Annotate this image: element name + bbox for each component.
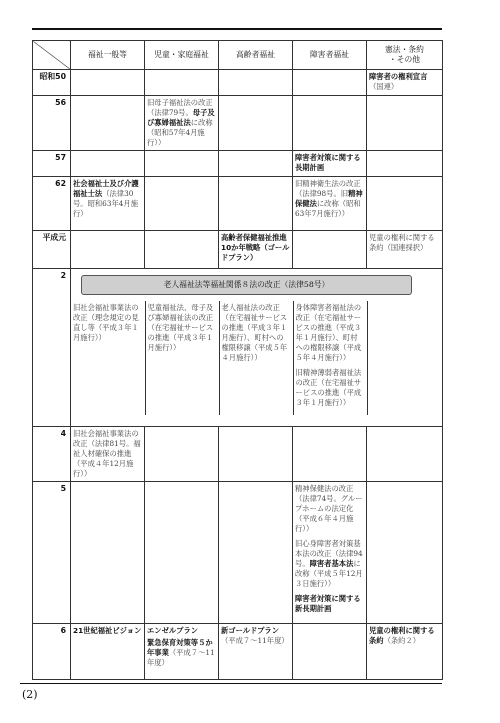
bottom-rule [20, 683, 442, 684]
page-number: (2) [22, 688, 38, 701]
cell-disability: 旧精神衛生法の改正（法律98号。旧精神保健法に改称（昭和63年7月施行）） [293, 177, 367, 231]
year-cell: 平成元 [33, 231, 71, 269]
table-row [33, 177, 443, 231]
year-cell: 62 [33, 177, 71, 231]
year-cell: 2 [33, 269, 71, 427]
cell-child: エンゼルプラン 緊急保育対策等５か年事業（平成７〜11年度） [145, 624, 219, 680]
cell-disability: 障害者対策に関する長期計画 [293, 151, 367, 177]
table-row [33, 269, 443, 427]
cell-other: 障害者の権利宣言 （国連） [367, 70, 443, 96]
cell-elderly: 高齢者保健福祉推進10か年戦略（ゴールドプラン） [219, 231, 293, 269]
welfare-law-table [32, 40, 443, 680]
cell-disability: 身体障害者福祉法の改正（在宅福祉サービスの推進（平成３年１月施行）、町村への権限移譲（平成５年４月施行）） 旧精神薄弱者福祉法の改正（在宅福祉サービスの推進（平成３年１月施行）） [293, 301, 367, 415]
year-cell: 6 [33, 624, 71, 680]
year-cell: 56 [33, 96, 71, 151]
cell-h2-group [71, 269, 443, 427]
col-header-general: 福祉一般等 [71, 41, 145, 70]
cell-other: 児童の権利に関する条約（条約２） [367, 624, 443, 680]
cell-general: 旧社会福祉事業法の改正（法律81号。福祉人材確保の推進（平成４年12月施行）） [71, 427, 145, 482]
col-header-other: 憲法・条約 ・その他 [367, 41, 443, 70]
year-cell: 昭和50 [33, 70, 71, 96]
cell-child: 旧母子福祉法の改正（法律79号。母子及び寡婦福祉法に改称（昭和57年4月施行）） [145, 96, 219, 151]
table-row [33, 70, 443, 96]
col-header-disability: 障害者福祉 [293, 41, 367, 70]
top-rule [32, 28, 442, 30]
col-header-elderly: 高齢者福祉 [219, 41, 293, 70]
corner-cell [33, 41, 71, 70]
table-row [33, 231, 443, 269]
cell-general: 21世紀福祉ビジョン [71, 624, 145, 680]
cell-other: 児童の権利に関する条約（国連採択） [367, 231, 443, 269]
header-row [33, 41, 443, 70]
cell-general: 社会福祉士及び介護福祉士法（法律30号。昭和63年4月施行） [71, 177, 145, 231]
col-header-child: 児童・家庭福祉 [145, 41, 219, 70]
cell-general: 旧社会福祉事業法の改正（理念規定の見直し等（平成３年１月施行）） [71, 301, 145, 415]
cell-elderly: 老人福祉法の改正（在宅福祉サービスの推進（平成３年１月施行）、町村への権限移譲（平成５年４月施行）） [219, 301, 293, 415]
table-row [33, 624, 443, 680]
table-row [33, 96, 443, 151]
table-row [33, 427, 443, 482]
table-row [33, 151, 443, 177]
cell-disability: 精神保健法の改正（法律74号。グループホームの法定化（平成６年４月施行）） 旧心身障害者対策基本法の改正（法律94号。障害者基本法に改称（平成５年12月３日施行）） 障害者対策に関する新長期計画 [293, 482, 367, 624]
cell-elderly: 新ゴールドプラン（平成７〜11年度） [219, 624, 293, 680]
year-cell: 5 [33, 482, 71, 624]
table-row [33, 482, 443, 624]
cell-child: 児童福祉法、母子及び寡婦福祉法の改正（在宅福祉サービスの推進（平成３年１月施行）） [145, 301, 219, 415]
year-cell: 4 [33, 427, 71, 482]
law-revision-banner: 老人福祉法等福祉関係８法の改正（法律58号） [81, 275, 412, 295]
year-cell: 57 [33, 151, 71, 177]
